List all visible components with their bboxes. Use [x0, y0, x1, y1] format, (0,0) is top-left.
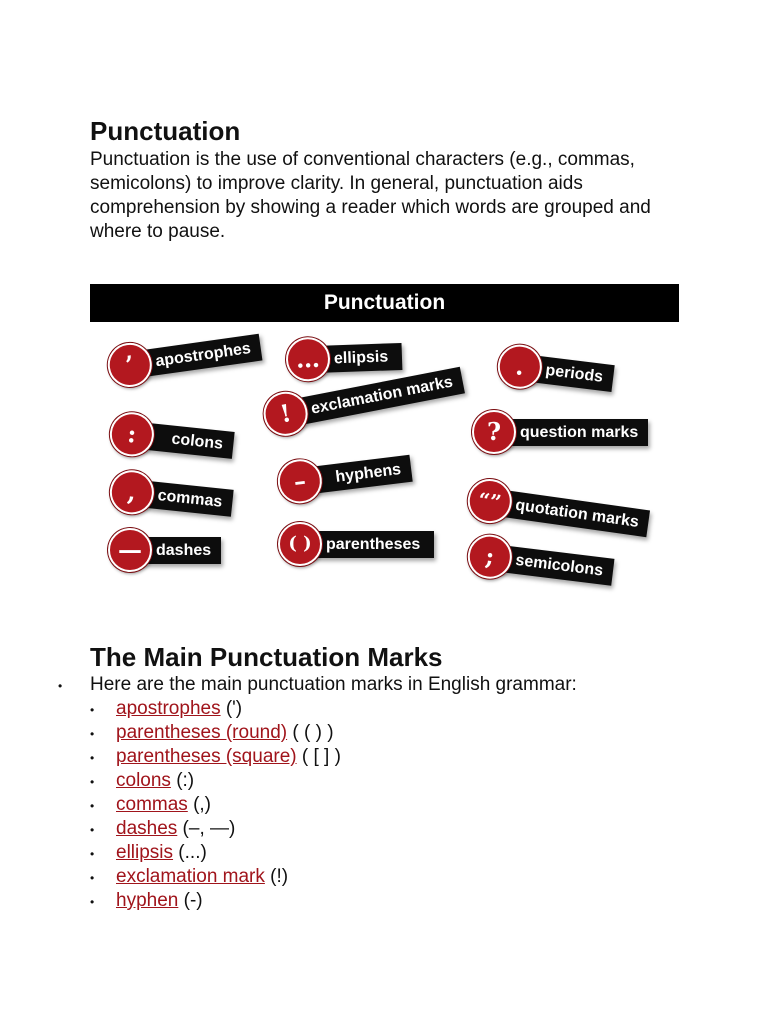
symbol-text: (-) — [178, 890, 203, 911]
parentheses-square-link[interactable]: parentheses (square) — [116, 746, 297, 767]
mark-label: parentheses — [300, 531, 434, 558]
mark-periods — [495, 338, 604, 390]
dash-icon: — — [108, 528, 152, 572]
hyphen-icon: – — [275, 457, 324, 506]
section-title: The Main Punctuation Marks — [90, 642, 443, 672]
mark-ellipsis — [285, 334, 389, 386]
bullet-icon: • — [90, 799, 95, 813]
mark-label: periods — [518, 354, 614, 392]
mark-label: semicolons — [488, 544, 614, 586]
page-title: Punctuation — [90, 116, 241, 146]
mark-quotation-marks — [464, 472, 640, 531]
list-item — [90, 697, 577, 721]
bullet-icon: • — [90, 703, 95, 717]
intro-paragraph: Punctuation is the use of conventional characters (e.g., commas, semicolons) to improve clarity. In general, punctuation aids comprehension by showing a reader which words are grouped and where to pause. — [90, 149, 651, 242]
commas-link[interactable]: commas — [116, 794, 188, 815]
list-item — [90, 889, 577, 913]
ellipsis-icon: … — [285, 336, 331, 382]
exclamation-mark-link[interactable]: exclamation mark — [116, 866, 265, 887]
list-item — [90, 721, 577, 745]
symbol-text: (!) — [264, 866, 289, 887]
semicolon-icon: ; — [465, 532, 514, 581]
bullet-icon: • — [90, 823, 95, 837]
bullet-icon: • — [58, 679, 63, 693]
bullet-icon: • — [90, 847, 95, 861]
infographic-heading: Punctuation — [90, 284, 679, 322]
apostrophes-link[interactable]: apostrophes — [116, 698, 221, 719]
list-item — [90, 793, 577, 817]
symbol-text: (') — [220, 698, 243, 719]
dashes-link[interactable]: dashes — [116, 818, 178, 839]
parentheses-icon: ( ) — [278, 522, 322, 566]
list-item — [90, 817, 577, 841]
apostrophe-icon: ’ — [105, 340, 155, 390]
symbol-text: (...) — [173, 842, 207, 863]
bullet-icon: • — [90, 775, 95, 789]
bullet-icon: • — [90, 871, 95, 885]
list-item — [90, 769, 577, 793]
symbol-text: ( [ ] ) — [296, 746, 341, 767]
mark-label: quotation marks — [488, 488, 651, 537]
period-icon: . — [495, 342, 544, 391]
ellipsis-link[interactable]: ellipsis — [116, 842, 174, 863]
mark-label: commas — [130, 479, 233, 516]
mark-apostrophes — [104, 340, 252, 393]
bullet-icon: • — [90, 895, 95, 909]
comma-icon: , — [108, 468, 156, 516]
bullet-icon: • — [90, 727, 95, 741]
hyphen-link[interactable]: hyphen — [116, 890, 179, 911]
list-item — [90, 745, 577, 769]
mark-label: exclamation marks — [283, 367, 465, 428]
mark-label: hyphens — [298, 455, 412, 495]
punctuation-infographic — [90, 284, 680, 584]
mark-label: dashes — [130, 537, 221, 564]
list-item — [58, 673, 577, 913]
mark-colons — [107, 406, 224, 458]
punctuation-links-list — [90, 697, 577, 913]
colons-link[interactable]: colons — [116, 770, 171, 791]
mark-label: colons — [130, 421, 234, 458]
mark-semicolons — [465, 528, 604, 580]
parentheses-round-link[interactable]: parentheses (round) — [116, 722, 288, 743]
quotation-marks-icon: “” — [465, 476, 515, 526]
mark-exclamation-marks — [259, 373, 455, 443]
bullet-icon: • — [90, 751, 95, 765]
list-intro: Here are the main punctuation marks in English grammar: — [90, 674, 577, 695]
symbol-text: (,) — [187, 794, 212, 815]
symbol-text: ( ( ) ) — [287, 722, 334, 743]
mark-label: ellipsis — [308, 343, 403, 373]
main-marks-list — [58, 673, 577, 913]
exclamation-icon: ! — [260, 388, 312, 440]
mark-label: apostrophes — [128, 334, 262, 379]
mark-commas — [107, 464, 224, 516]
list-item — [90, 841, 577, 865]
colon-icon: : — [108, 410, 156, 458]
question-mark-icon: ? — [472, 410, 516, 454]
symbol-text: (–, —) — [177, 818, 236, 839]
list-item — [90, 865, 577, 889]
mark-label: question marks — [494, 419, 648, 446]
mark-hyphens — [275, 458, 402, 510]
symbol-text: (:) — [170, 770, 195, 791]
